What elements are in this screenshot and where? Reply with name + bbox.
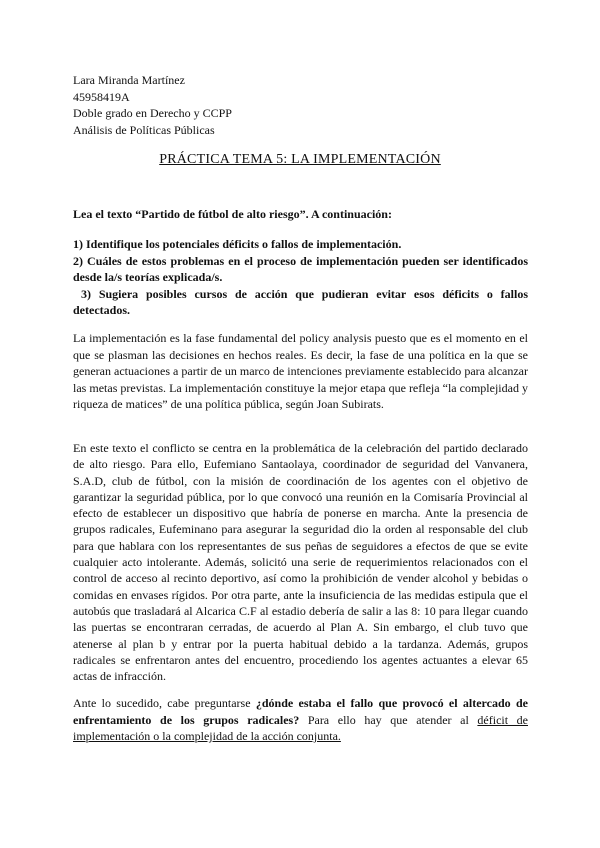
paragraph3-underlined: déficit de implementación o la complejidad de la acción conjunta. — [73, 712, 528, 743]
paragraph3-intro: Ante lo sucedido, cabe preguntarse — [73, 696, 256, 710]
paragraph-introduction: La implementación es la fase fundamental del policy analysis puesto que es el momento en el que se plasman las decisiones en hechos reales. Es decir, la fase de una política en la que se generan actuaciones a partir de un marco de intenciones previamente establecido para alcanzar las metas previstas. La implementación constituye la mejor etapa que refleja “la complejidad y riqueza de matices” de una política pública, según Joan Subirats. — [73, 331, 528, 411]
question-2: 2) Cuáles de estos problemas en el proceso de implementación pueden ser identificados desde la/s teorías explicada/s. — [73, 253, 528, 284]
question-3: 3) Sugiera posibles cursos de acción que pudieran evitar esos déficits o fallos detectados. — [73, 286, 528, 317]
author-name: Lara Miranda Martínez — [73, 73, 185, 87]
paragraph3-question: ¿dónde estaba el fallo que provocó el altercado de enfrentamiento de los grupos radicales? — [73, 696, 528, 727]
document-title: PRÁCTICA TEMA 5: LA IMPLEMENTACIÓN — [159, 152, 441, 167]
questions-list — [73, 236, 528, 319]
author-degree: Doble grado en Derecho y CCPP — [73, 106, 232, 120]
paragraph3-middle: Para ello hay que atender al — [299, 712, 478, 727]
paragraph-analysis-question — [73, 695, 528, 745]
author-id: 45958419A — [73, 89, 130, 104]
paragraph-case-summary: En este texto el conflicto se centra en la problemática de la celebración del partido declarado de alto riesgo. Para ello, Eufemiano Santaolaya, coordinador de seguridad del Vanvanera, S.A.D, club de fútbol, con la misión de coordinación de los agentes con el objetivo de garantizar la seguridad pública, por lo que convocó una reunión en la Comisaría Provincial al efecto de establecer un dispositivo que habría de ponerse en marcha. Ante la presencia de grupos radicales, Eufeminano para asegurar la seguridad dio la orden al responsable del club para que hablara con los representantes de sus peñas de seguidores a efectos de que se evite cualquier acto intolerante. Además, solicitó una serie de requerimientos relacionados con el control de acceso al recinto deportivo, así como la prohibición de vender alcohol y bebidas o comidas en envases rígidos. Por otra parte, ante la insuficiencia de las medidas estipula que el autobús que trasladará al Alcarica C.F al estadio debería de salir a las 8: 10 para llegar cuando las puertas se encontraran cerradas, de acuerdo al Plan A. Sin embargo, el club tuvo que atenerse al plan b y entrar por la puerta habitual debido a la tardanza. Además, grupos radicales se enfrentaron antes del encuentro, procediendo los agentes actuantes a elevar 65 actas de infracción. — [73, 441, 528, 684]
instruction-text: Lea el texto “Partido de fútbol de alto riesgo”. A continuación: — [73, 207, 392, 221]
question-1: 1) Identifique los potenciales déficits o fallos de implementación. — [73, 237, 402, 251]
author-header — [73, 72, 232, 138]
author-course: Análisis de Políticas Públicas — [73, 122, 215, 137]
